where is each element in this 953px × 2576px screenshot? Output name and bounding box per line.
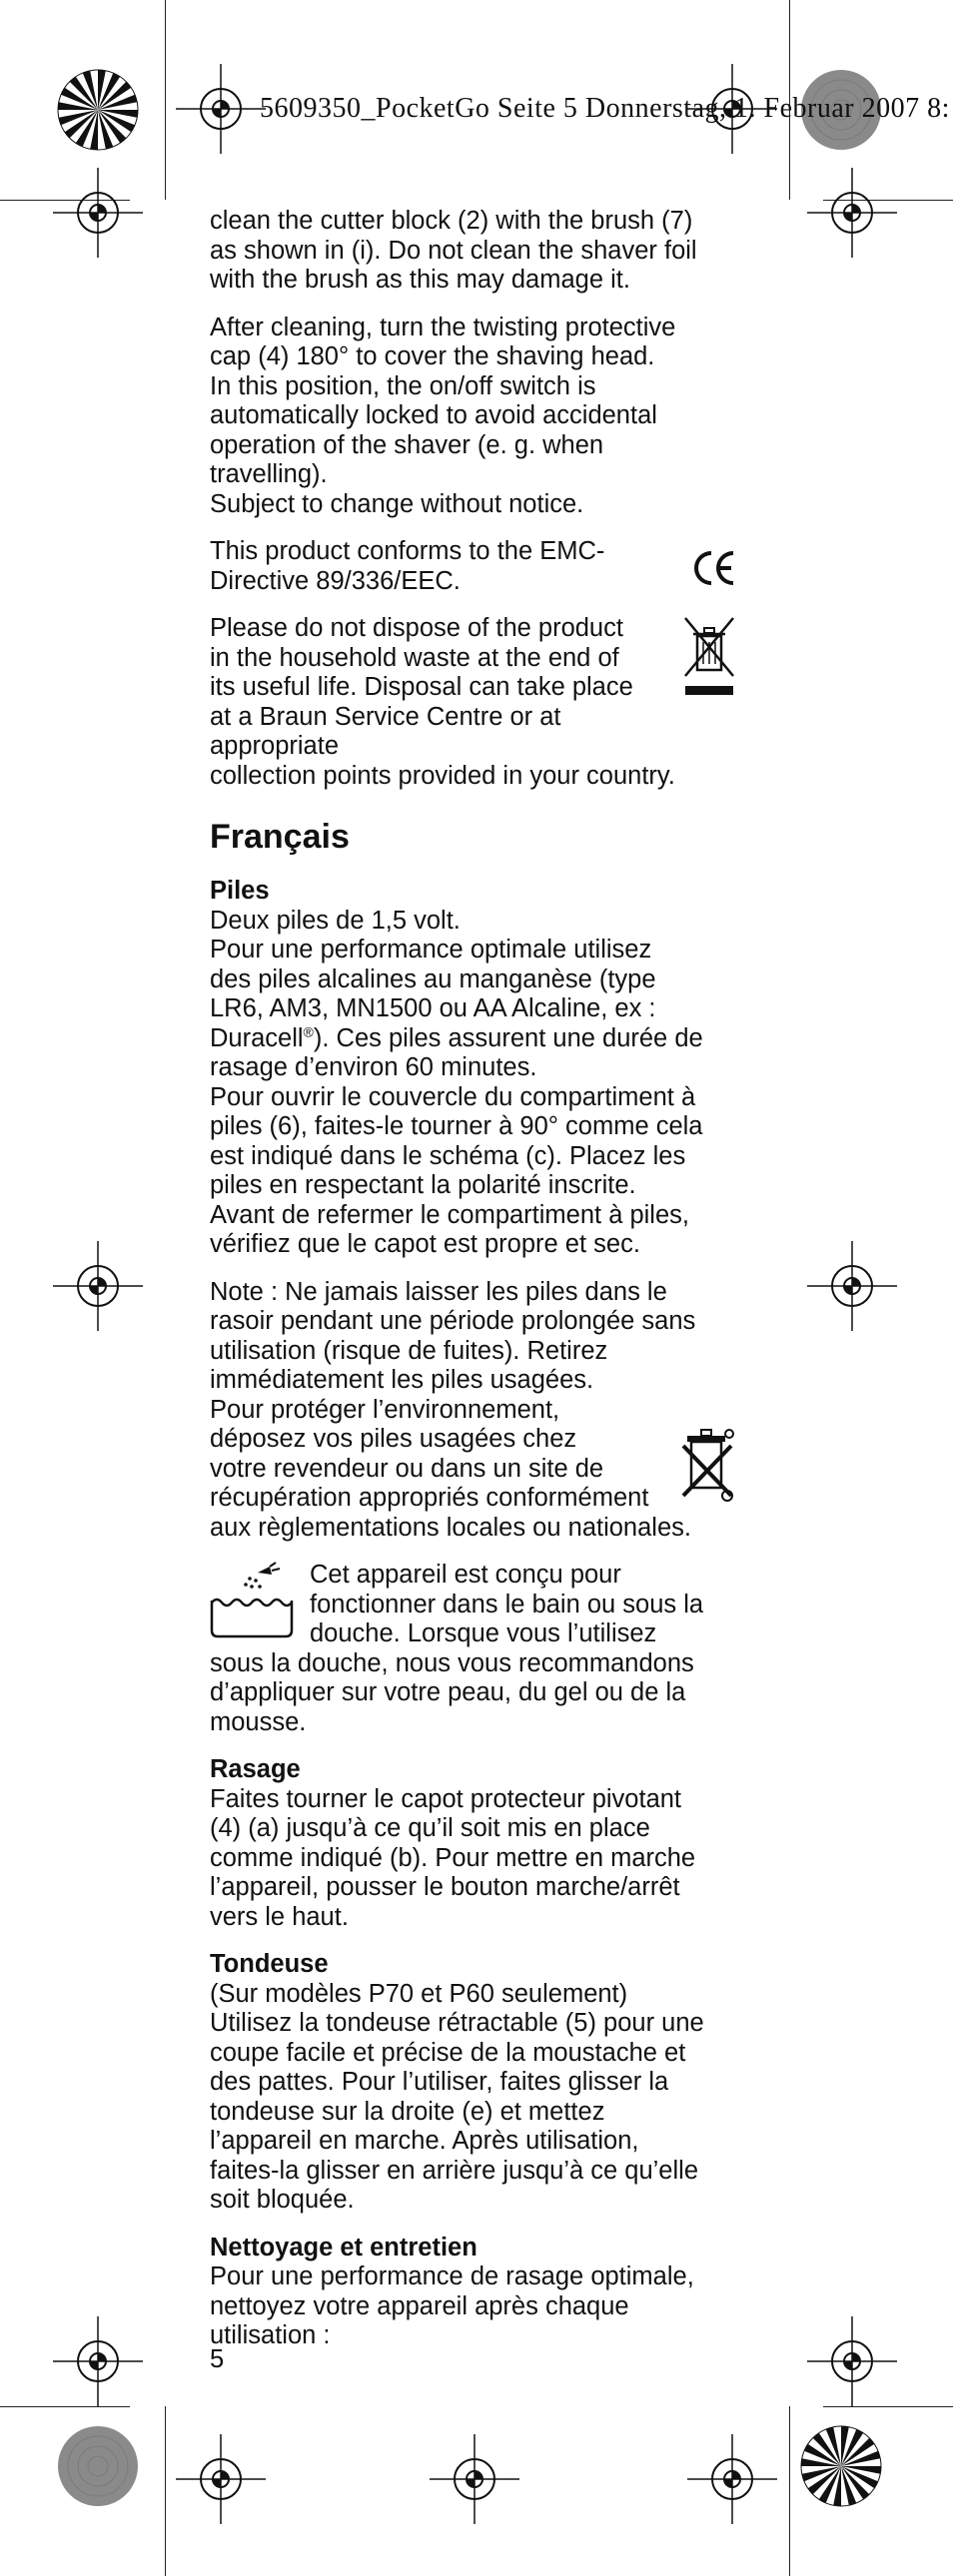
ce-mark-icon xyxy=(691,545,737,591)
registered-trademark-symbol: ® xyxy=(303,1023,314,1039)
registration-mark-icon xyxy=(53,168,143,258)
subheading-tondeuse: Tondeuse xyxy=(210,1950,329,1978)
starburst-calibration-icon xyxy=(799,2424,883,2508)
subheading-rasage: Rasage xyxy=(210,1755,301,1783)
fr-paragraph-bain xyxy=(210,1561,737,1737)
fr-paragraph-rasage xyxy=(210,1755,737,1932)
disposal-text: Please do not dispose of the product in the household waste at the end of its useful life. Disposal can take place at a Braun Service Centre or at appropriate collection points provided in your country. xyxy=(210,614,675,790)
note-text: Note : Ne jamais laisser les piles dans le rasoir pendant une période prolongée sans utilisation (risque de fuites). Retirez immédiatement les piles usagées. Pour protéger l’environnement, déposez vos piles usagées chez votre revendeur ou dans un site de récupération appropriés conformément aux règlementations locales ou nationales. xyxy=(210,1277,696,1542)
fr-paragraph-nettoyage xyxy=(210,2234,737,2351)
trim-line-bottom-right xyxy=(823,2406,953,2407)
registration-mark-icon xyxy=(687,2434,777,2524)
registration-mark-icon xyxy=(53,1241,143,1331)
page-content xyxy=(210,207,737,2369)
crossed-bin-icon xyxy=(681,614,737,704)
starburst-calibration-icon xyxy=(56,68,140,152)
registration-mark-icon xyxy=(53,2316,143,2406)
page-number: 5 xyxy=(210,2345,225,2373)
english-paragraph-emc xyxy=(210,537,737,596)
emc-text: This product conforms to the EMC- Directive 89/336/EEC. xyxy=(210,537,605,595)
crossed-battery-bin-icon xyxy=(681,1424,737,1510)
english-paragraph-cleaning-cutter: clean the cutter block (2) with the brush (7) as shown in (i). Do not clean the shaver foil with the brush as this may damage it. xyxy=(210,207,697,294)
print-slug-header: 5609350_PocketGo Seite 5 Donnerstag, 1. Februar 2007 8: xyxy=(260,93,950,124)
registration-mark-icon xyxy=(807,168,897,258)
piles-text-part2: ). Ces piles assurent une durée de rasage d’environ 60 minutes. Pour ouvrir le couvercle du compartiment à piles (6), faites-le tourner à 90° comme cela est indiqué dans le schéma (c). Placez les piles en respectant la polarité inscrite. Avant de refermer le compartiment à piles, vérifiez que le capot est propre et sec. xyxy=(210,1023,703,1258)
registration-mark-icon xyxy=(807,2316,897,2406)
shower-bath-icon xyxy=(210,1561,296,1640)
piles-text-part1: Deux piles de 1,5 volt. Pour une performance optimale utilisez des piles alcalines au manganèse (type LR6, AM3, MN1500 ou AA Alcaline, ex : Duracell xyxy=(210,906,656,1052)
registration-mark-icon xyxy=(807,1241,897,1331)
english-paragraph-protective-cap: After cleaning, turn the twisting protective cap (4) 180° to cover the shaving head. In this position, the on/off switch is automatically locked to avoid accidental operation of the shaver (e. g. when travelling). Subject to change without notice. xyxy=(210,313,676,518)
fr-paragraph-tondeuse xyxy=(210,1950,737,2216)
trim-line-right-bottom xyxy=(789,2406,790,2576)
bain-text: Cet appareil est conçu pour fonctionner dans le bain ou sous la douche. Lorsque vous l’utilisez sous la douche, nous vous recommandons d’appliquer sur votre peau, du gel ou de la mousse. xyxy=(210,1561,704,1736)
nettoyage-text: Pour une performance de rasage optimale, nettoyez votre appareil après chaque utilisation : xyxy=(210,2262,694,2349)
section-heading-francais: Français xyxy=(210,818,350,856)
fr-paragraph-piles xyxy=(210,877,737,1260)
trim-line-left-bottom xyxy=(165,2406,166,2576)
trim-line-bottom-left xyxy=(0,2406,130,2407)
grey-calibration-disc-icon xyxy=(56,2424,140,2508)
subheading-piles: Piles xyxy=(210,877,270,905)
tondeuse-text: (Sur modèles P70 et P60 seulement) Utilisez la tondeuse rétractable (5) pour une coupe facile et précise de la moustache et des pattes. Pour l’utiliser, faites glisser la tondeuse sur la droite (e) et mettez l’appareil en marche. Après utilisation, faites-la glisser en arrière jusqu’à ce qu’elle soit bloquée. xyxy=(210,1979,704,2214)
registration-mark-icon xyxy=(176,2434,266,2524)
rasage-text: Faites tourner le capot protecteur pivotant (4) (a) jusqu’à ce qu’il soit mis en place comme indiqué (b). Pour mettre en marche l’appareil, pousser le bouton marche/arrêt vers le haut. xyxy=(210,1784,696,1931)
english-paragraph-disposal xyxy=(210,614,737,791)
subheading-nettoyage: Nettoyage et entretien xyxy=(210,2233,477,2261)
fr-paragraph-note xyxy=(210,1278,737,1544)
registration-mark-icon xyxy=(430,2434,519,2524)
trim-line-left-top xyxy=(165,0,166,200)
registration-mark-icon xyxy=(176,64,266,154)
